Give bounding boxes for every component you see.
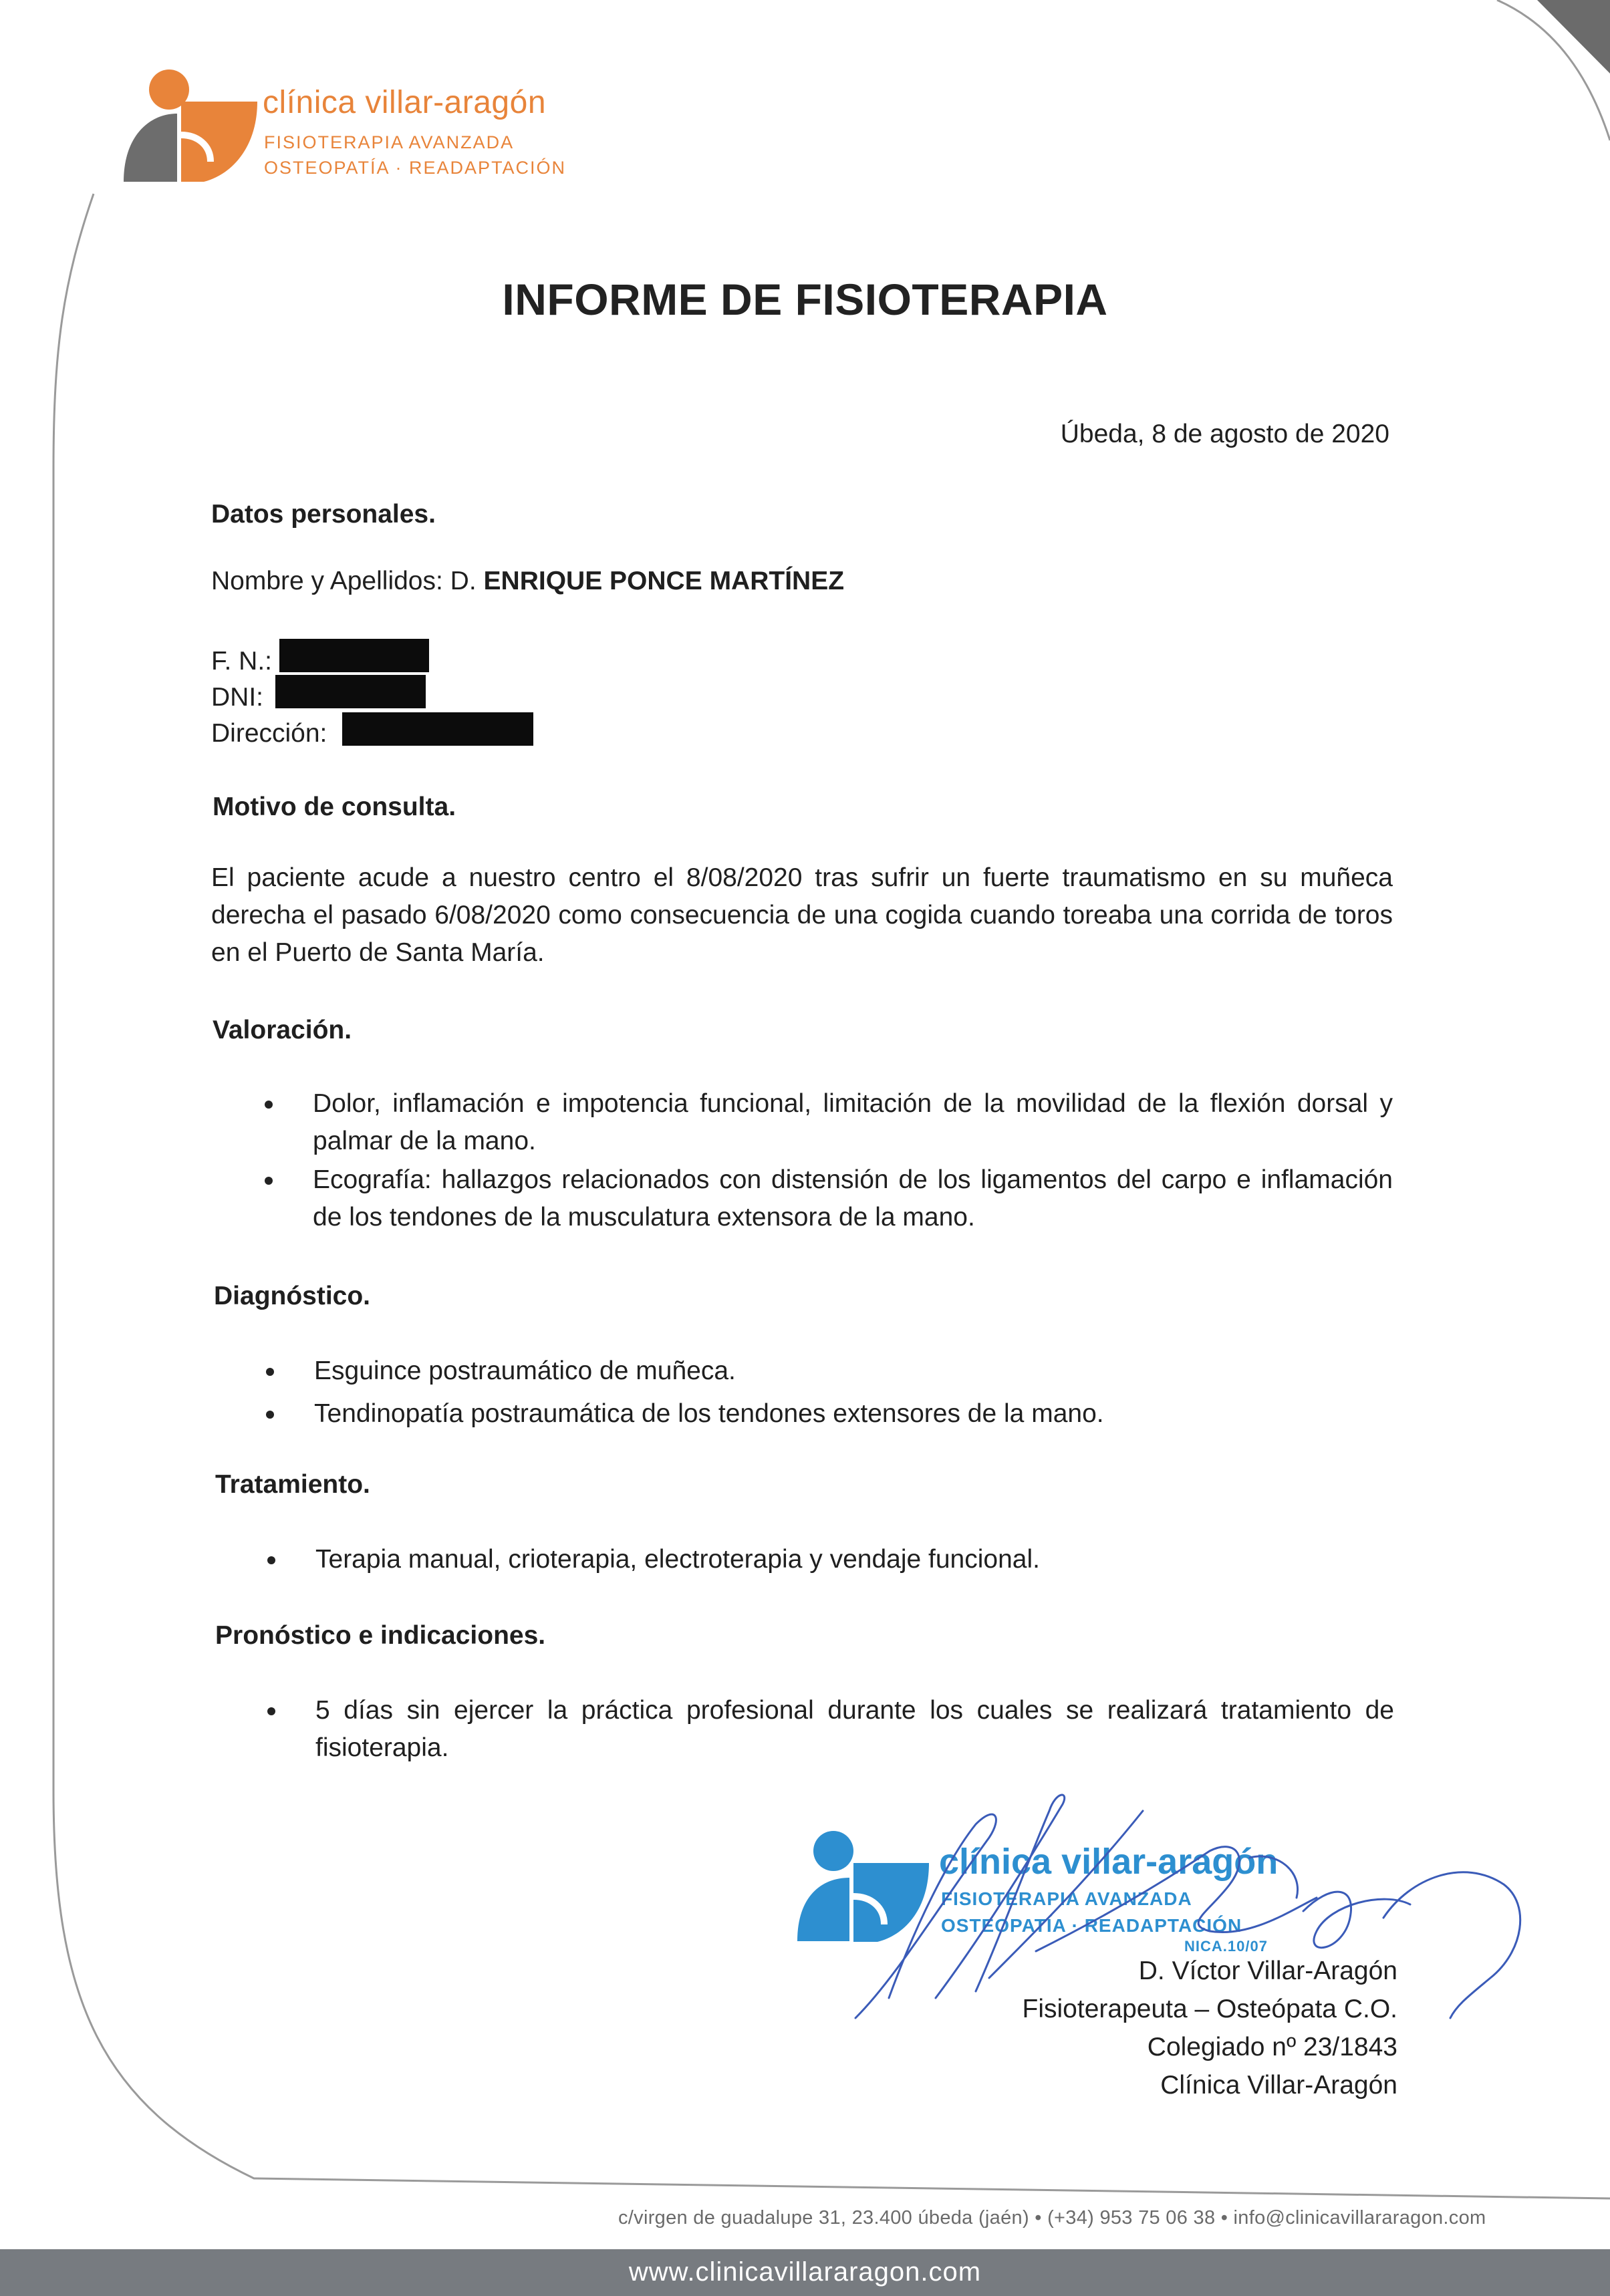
motivo-text: El paciente acude a nuestro centro el 8/08/2020 tras sufrir un fuerte traumatismo en su muñeca derecha el pasado 6/08/2020 como consecuencia de una cogida cuando toreaba una corrida de toros en el Puerto de Santa María.	[211, 863, 1393, 967]
signatory-name: D. Víctor Villar-Aragón	[1138, 1957, 1397, 1985]
section-heading-diagnostico: Diagnóstico.	[214, 1282, 371, 1310]
redaction-bar	[342, 712, 533, 746]
signatory-role: Fisioterapeuta – Osteópata C.O.	[1022, 1995, 1397, 2023]
section-heading-personal: Datos personales.	[211, 500, 436, 529]
signatory-clinic: Clínica Villar-Aragón	[1160, 2071, 1397, 2100]
section-heading-tratamiento: Tratamiento.	[215, 1470, 370, 1499]
patient-name-value: ENRIQUE PONCE MARTÍNEZ	[483, 567, 845, 595]
list-item: 5 días sin ejercer la práctica profesional durante los cuales se realizará tratamiento de fisioterapia.	[315, 1696, 1394, 1762]
handwritten-signature	[835, 1777, 1537, 2031]
list-item: Ecografía: hallazgos relacionados con distensión de los ligamentos del carpo e inflamación de los tendones de la musculatura extensora de la mano.	[313, 1165, 1393, 1232]
fn-label: F. N.:	[211, 647, 273, 676]
patient-name-line	[211, 567, 844, 596]
stamp-subtitle: FISIOTERAPIA AVANZADA	[941, 1888, 1192, 1909]
section-heading-pronostico: Pronóstico e indicaciones.	[215, 1621, 546, 1650]
brand-name: clínica villar-aragón	[263, 85, 547, 120]
list-item: Dolor, inflamación e impotencia funcional, limitación de la movilidad de la flexión dorsal y palmar de la mano.	[313, 1089, 1393, 1155]
redaction-bar	[279, 639, 429, 672]
footer-contact: c/virgen de guadalupe 31, 23.400 úbeda (jaén) • (+34) 953 75 06 38 • info@clinicavillararagon.com	[618, 2207, 1486, 2229]
dni-label: DNI:	[211, 683, 263, 712]
section-heading-motivo: Motivo de consulta.	[213, 793, 456, 821]
list-item: Tendinopatía postraumática de los tendones extensores de la mano.	[314, 1399, 1104, 1428]
brand-subtitle: FISIOTERAPIA AVANZADA	[264, 132, 515, 152]
section-heading-valoracion: Valoración.	[213, 1016, 352, 1044]
list-item: Terapia manual, crioterapia, electroterapia y vendaje funcional.	[315, 1545, 1040, 1574]
stamp-subtitle: OSTEOPATÍA · READAPTACIÓN	[941, 1915, 1242, 1936]
address-label: Dirección:	[211, 719, 327, 748]
clinic-logo-icon	[117, 61, 264, 185]
footer-url: www.clinicavillararagon.com	[628, 2257, 982, 2287]
patient-name-label: Nombre y Apellidos: D.	[211, 567, 477, 595]
signatory-license: Colegiado nº 23/1843	[1147, 2033, 1397, 2061]
date-line: Úbeda, 8 de agosto de 2020	[1060, 420, 1389, 448]
stamp-brand-name: clínica villar-aragón	[939, 1842, 1279, 1882]
redaction-bar	[275, 675, 426, 708]
brand-subtitle: OSTEOPATÍA · READAPTACIÓN	[264, 158, 567, 178]
document-title: INFORME DE FISIOTERAPIA	[502, 275, 1108, 324]
list-item: Esguince postraumático de muñeca.	[314, 1356, 736, 1385]
stamp-code: NICA.10/07	[1184, 1938, 1268, 1955]
